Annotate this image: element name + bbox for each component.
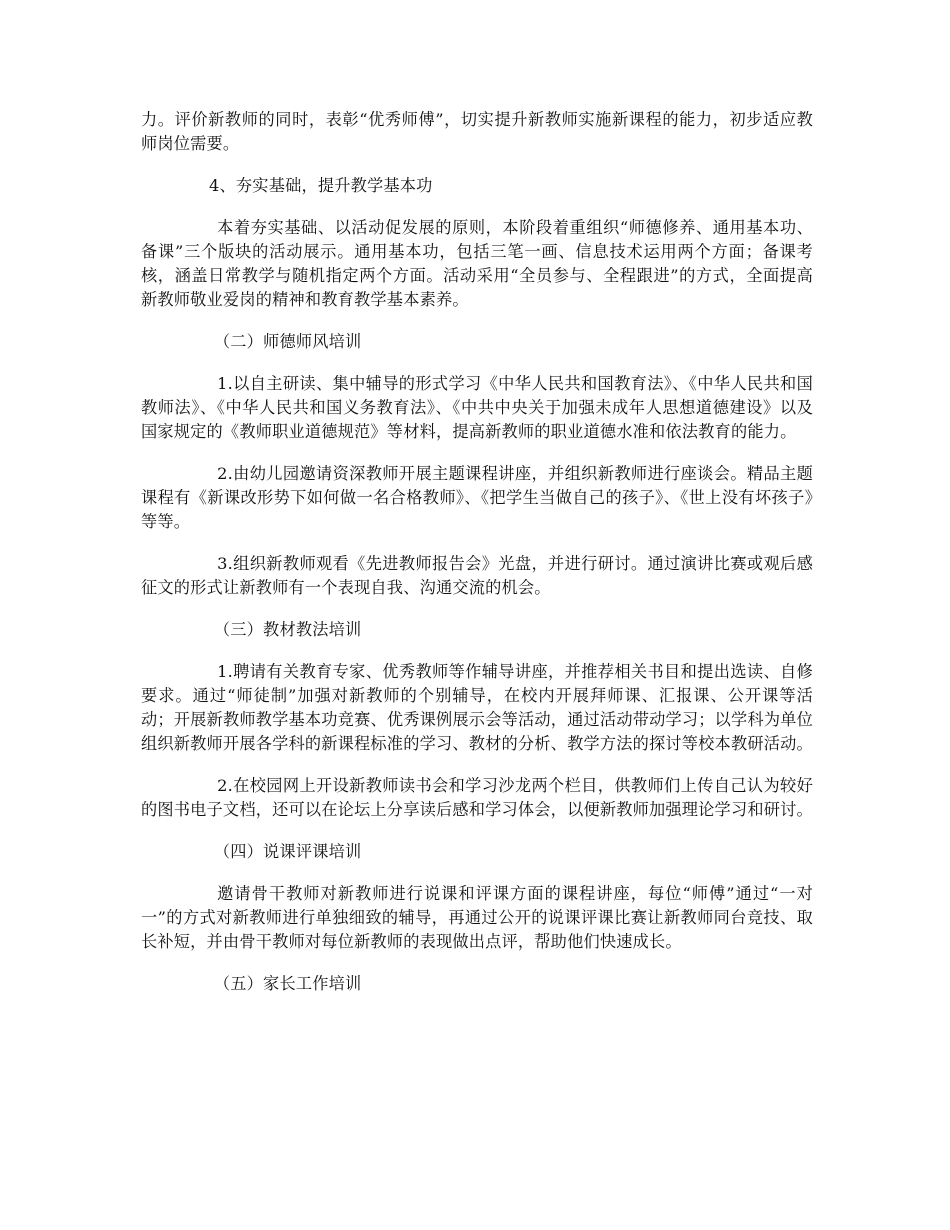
paragraph-lesson-evaluation: 邀请骨干教师对新教师进行说课和评课方面的课程讲座，每位“师傅”通过“一对一”的方式对新教师进行单独细致的辅导，再通过公开的说课评课比赛让新教师同台竞技、取长补短，并由骨干教师对每位新教师的表现做出点评，帮助他们快速成长。	[141, 884, 813, 951]
paragraph-ethics-3: 3.组织新教师观看《先进教师报告会》光盘，并进行研讨。通过演讲比赛或观后感征文的形式让新教师有一个表现自我、沟通交流的机会。	[141, 554, 813, 597]
section-heading-lesson-evaluation: （四）说课评课培训	[213, 842, 362, 861]
paragraph-teaching-methods-2: 2.在校园网上开设新教师读书会和学习沙龙两个栏目，供教师们上传自己认为较好的图书电子文档，还可以在论坛上分享读后感和学习体会，以便新教师加强理论学习和研讨。	[141, 776, 813, 819]
paragraph-continuation: 力。评价新教师的同时，表彰“优秀师傅”，切实提升新教师实施新课程的能力，初步适应教师岗位需要。	[141, 110, 813, 153]
paragraph-foundation-skills: 本着夯实基础、以活动促发展的原则，本阶段着重组织“师德修养、通用基本功、备课”三个版块的活动展示。通用基本功，包括三笔一画、信息技术运用两个方面；备课考核，涵盖日常教学与随机指定两个方面。活动采用“全员参与、全程跟进”的方式，全面提高新教师敬业爱岗的精神和教育教学基本素养。	[141, 218, 813, 309]
paragraph-teaching-methods-1: 1.聘请有关教育专家、优秀教师等作辅导讲座，并推荐相关书目和提出选读、自修要求。通过“师徒制”加强对新教师的个别辅导，在校内开展拜师课、汇报课、公开课等活动；开展新教师教学基本功竞赛、优秀课例展示会等活动，通过活动带动学习；以学科为单位组织新教师开展各学科的新课程标准的学习、教材的分析、教学方法的探讨等校本教研活动。	[141, 662, 813, 753]
document-body	[141, 108, 813, 1014]
sub-heading-foundation-skills: 4、夯实基础，提升教学基本功	[209, 176, 433, 195]
section-heading-parent-work: （五）家长工作培训	[213, 974, 362, 993]
paragraph-ethics-2: 2.由幼儿园邀请资深教师开展主题课程讲座，并组织新教师进行座谈会。精品主题课程有《新课改形势下如何做一名合格教师》、《把学生当做自己的孩子》、《世上没有坏孩子》等等。	[141, 464, 813, 531]
section-heading-ethics: （二）师德师风培训	[213, 332, 362, 351]
section-heading-teaching-methods: （三）教材教法培训	[213, 620, 362, 639]
paragraph-ethics-1: 1.以自主研读、集中辅导的形式学习《中华人民共和国教育法》、《中华人民共和国教师法》、《中华人民共和国义务教育法》、《中共中央关于加强未成年人思想道德建设》以及国家规定的《教师职业道德规范》等材料，提高新教师的职业道德水准和依法教育的能力。	[141, 374, 813, 441]
